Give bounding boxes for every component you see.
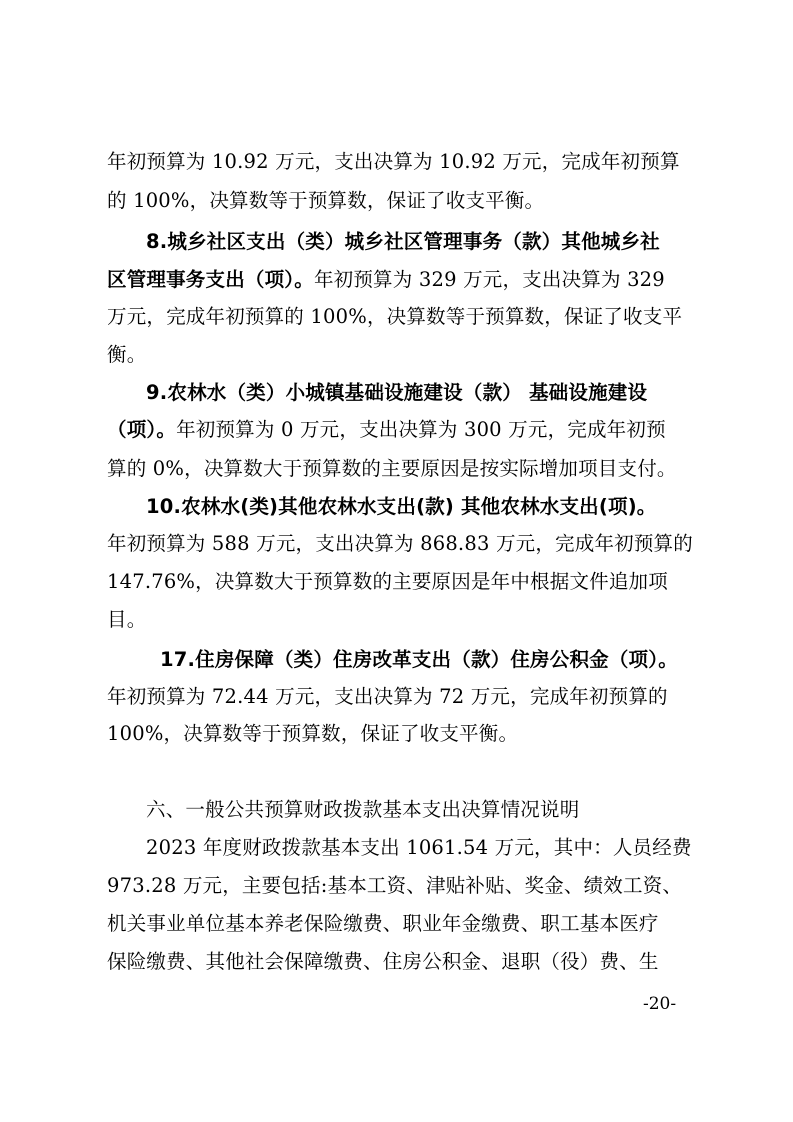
item-10-line-2: 年初预算为 588 万元，支出决算为 868.83 万元，完成年初预算的 [107, 532, 693, 555]
item-17-line-2: 年初预算为 72.44 万元，支出决算为 72 万元，完成年初预算的 [107, 685, 668, 708]
item-9-line-2 [107, 418, 666, 442]
item-8-line-2-text: 年初预算为 329 万元，支出决算为 329 [313, 268, 665, 291]
item-17-line-3: 100%，决算数等于预算数，保证了收支平衡。 [107, 722, 519, 745]
item-9-line-3: 算的 0%，决算数大于预算数的主要原因是按实际增加项目支付。 [107, 457, 677, 480]
item-8-line-3: 万元，完成年初预算的 100%，决算数等于预算数，保证了收支平 [107, 305, 683, 328]
page-number: -20- [643, 994, 677, 1014]
paragraph-7-line-2: 的 100%，决算数等于预算数，保证了收支平衡。 [107, 189, 545, 212]
section-6-line-2: 973.28 万元，主要包括:基本工资、津贴补贴、奖金、绩效工资、 [107, 874, 683, 897]
paragraph-7-line-1: 年初预算为 10.92 万元，支出决算为 10.92 万元，完成年初预算 [107, 150, 680, 173]
section-6-heading: 六、一般公共预算财政拨款基本支出决算情况说明 [146, 798, 580, 821]
item-8-line-2 [107, 268, 665, 292]
item-17-title: 17.住房保障（类）住房改革支出（款）住房公积金（项）。 [160, 648, 678, 671]
item-8-line-4: 衡。 [107, 343, 147, 366]
item-10-line-3: 147.76%，决算数大于预算数的主要原因是年中根据文件追加项 [107, 570, 668, 593]
section-6-line-4: 保险缴费、其他社会保障缴费、住房公积金、退职（役）费、生 [107, 950, 659, 973]
section-6-line-3: 机关事业单位基本养老保险缴费、职业年金缴费、职工基本医疗 [107, 912, 659, 935]
item-8-title-line-1: 8.城乡社区支出（类）城乡社区管理事务（款）其他城乡社 [146, 230, 660, 253]
item-9-title-line-2: （项）。 [107, 418, 177, 441]
item-10-line-4: 目。 [107, 608, 147, 631]
section-6-line-1: 2023 年度财政拨款基本支出 1061.54 万元，其中：人员经费 [146, 836, 692, 859]
item-9-title-line-1: 9.农林水（类）小城镇基础设施建设（款） 基础设施建设 [146, 381, 648, 404]
item-9-line-2-text: 年初预算为 0 万元，支出决算为 300 万元，完成年初预 [176, 418, 666, 441]
item-10-title: 10.农林水(类)其他农林水支出(款) 其他农林水支出(项)。 [146, 495, 657, 518]
item-8-title-line-2: 区管理事务支出（项）。 [107, 268, 314, 291]
